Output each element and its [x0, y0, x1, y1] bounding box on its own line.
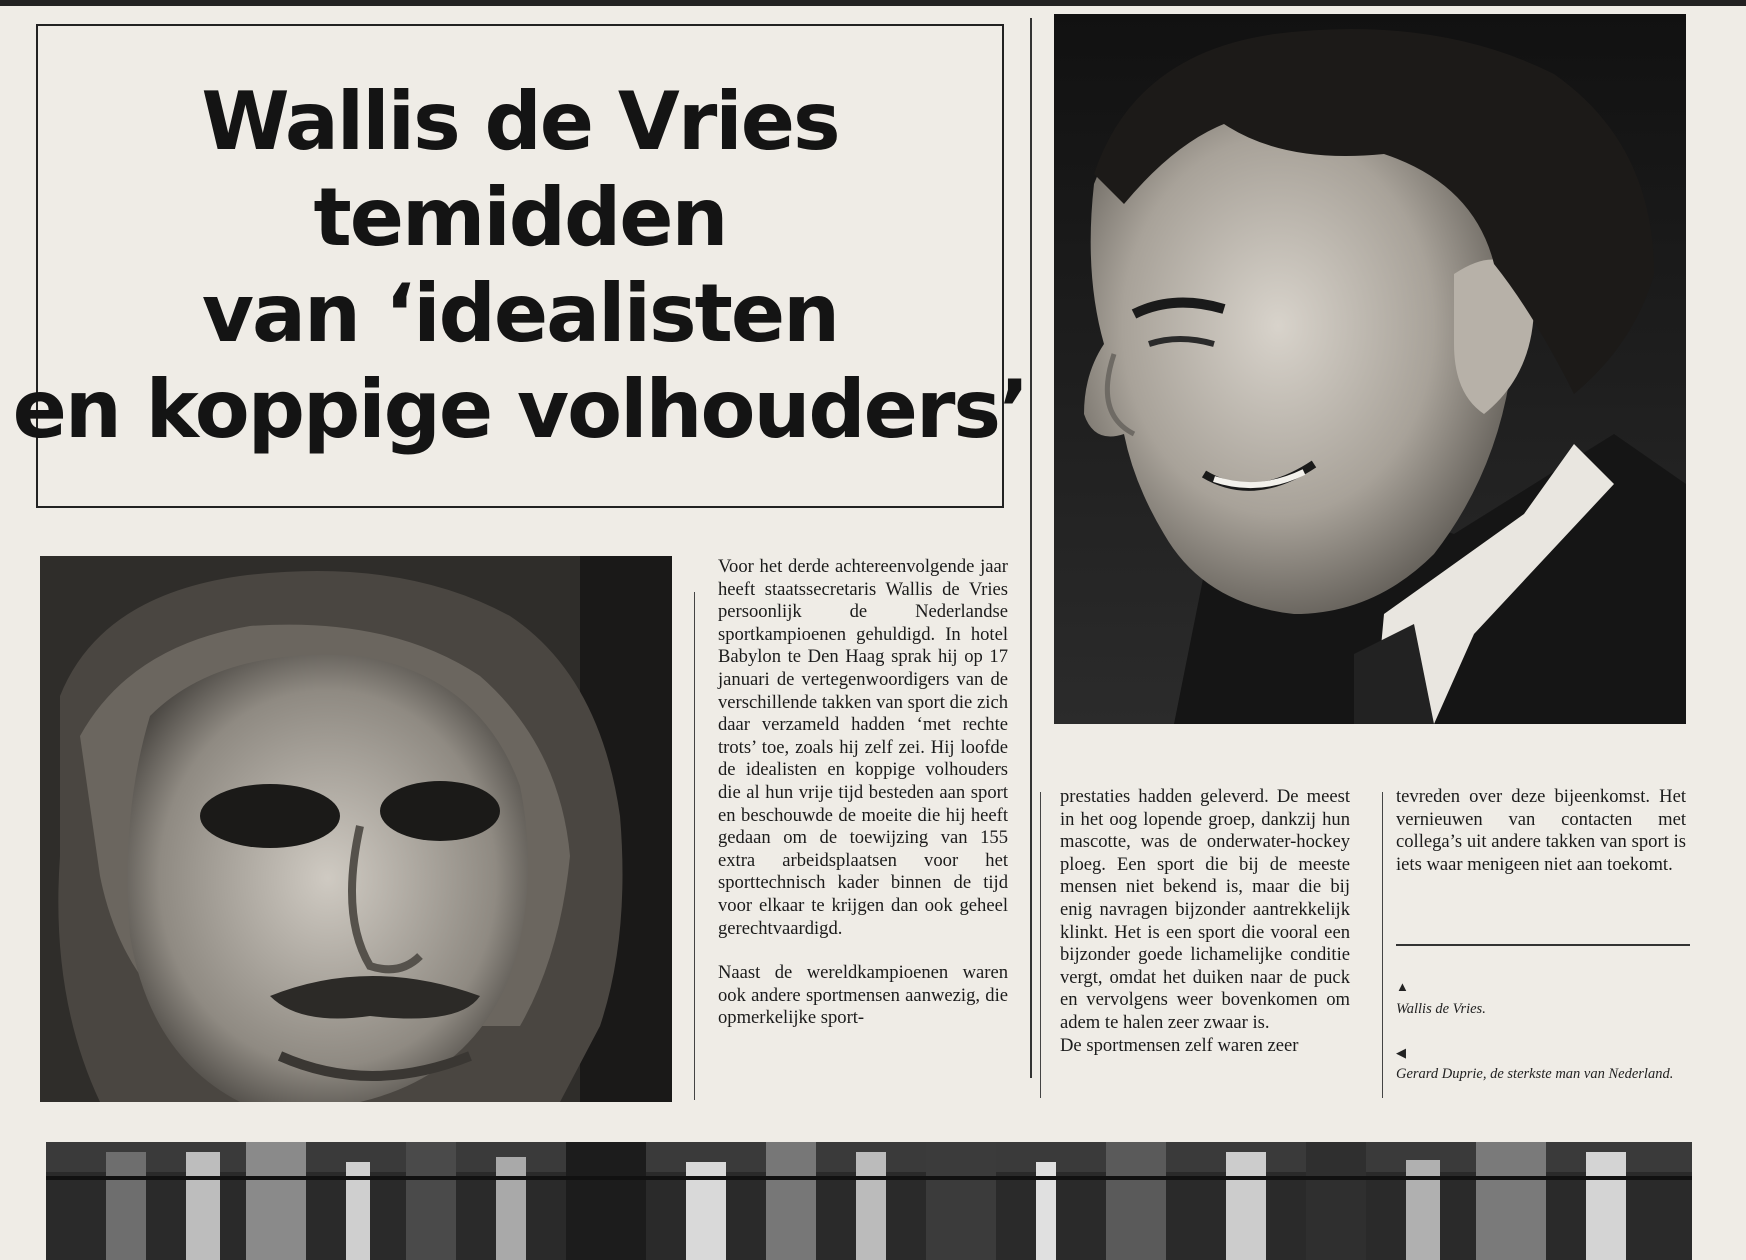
caption-gerard: Gerard Duprie, de sterkste man van Nederland. — [1396, 1066, 1674, 1082]
column-1-rule — [694, 592, 695, 1100]
headline-line-2: temidden — [313, 171, 727, 264]
article-col2-paragraph-2: De sportmensen zelf waren zeer — [1060, 1034, 1299, 1056]
photo-gerard-image — [40, 556, 672, 1102]
photo-stage-image — [46, 1142, 1692, 1260]
caption-1-arrow-icon: ▲ — [1396, 979, 1409, 994]
article-col1-paragraph-2: Naast de wereldkampioenen waren ook andere sportmensen aanwezig, die opmerkelijke sport- — [718, 962, 1008, 1029]
photo-wallis-de-vries — [1054, 14, 1686, 724]
headline-line-4: en koppige volhouders’ — [12, 363, 1028, 456]
column-3-rule — [1382, 792, 1383, 1098]
page-top-band — [0, 0, 1746, 6]
column-divider — [1030, 18, 1032, 1078]
caption-wallis: Wallis de Vries. — [1396, 1001, 1486, 1017]
photo-wallis-image — [1054, 14, 1686, 724]
caption-2-arrow-icon: ◀ — [1396, 1045, 1406, 1060]
column-2-rule — [1040, 792, 1041, 1098]
article-col2-paragraph-1: prestaties hadden geleverd. De meest in het oog lopende groep, dankzij hun mascotte, was de onderwater-hockey ploeg. Een sport die bij de meeste mensen niet bekend is, maar die bij enig navragen bijzonder aantrekkelijk klinkt. Het is een sport die vooral een bijzonder goede lichamelijke conditie vergt, omdat het duiken naar de puck en vervolgens weer bovenkomen om adem te halen zeer zwaar is. — [1060, 786, 1350, 1033]
headline-line-3: van ‘idealisten — [201, 267, 839, 360]
article-column-2 — [1060, 786, 1350, 1057]
photo-gerard-duprie — [40, 556, 672, 1102]
article-column-1 — [718, 556, 1008, 1030]
article-col1-paragraph-1: Voor het derde achtereenvolgende jaar heeft staatssecretaris Wallis de Vries persoonlijk de Nederlandse sportkampioenen gehuldigd. In hotel Babylon te Den Haag sprak hij op 17 januari de vertegenwoordigers van de verschillende takken van sport die zich daar verzameld hadden ‘met rechte trots’ toe, zoals hij zelf zei. Hij loofde de idealisten en koppige volhouders die al hun vrije tijd besteden aan sport en beschouwde de moeite die hij heeft gedaan om de toewijzing van 155 extra arbeidsplaatsen voor het sporttechnisch kader binnen de tijd voor elkaar te krijgen dan ook geheel gerechtvaardigd. — [718, 556, 1008, 939]
photo-stage-strip — [46, 1142, 1692, 1260]
caption-rule — [1396, 944, 1690, 946]
headline-box — [12, 24, 1028, 508]
headline-line-1: Wallis de Vries — [201, 75, 839, 168]
article-col3-paragraph-1: tevreden over deze bijeenkomst. Het vernieuwen van contacten met collega’s uit andere takken van sport is iets waar menigeen niet aan toekomt. — [1396, 786, 1686, 875]
article-column-3 — [1396, 786, 1686, 876]
